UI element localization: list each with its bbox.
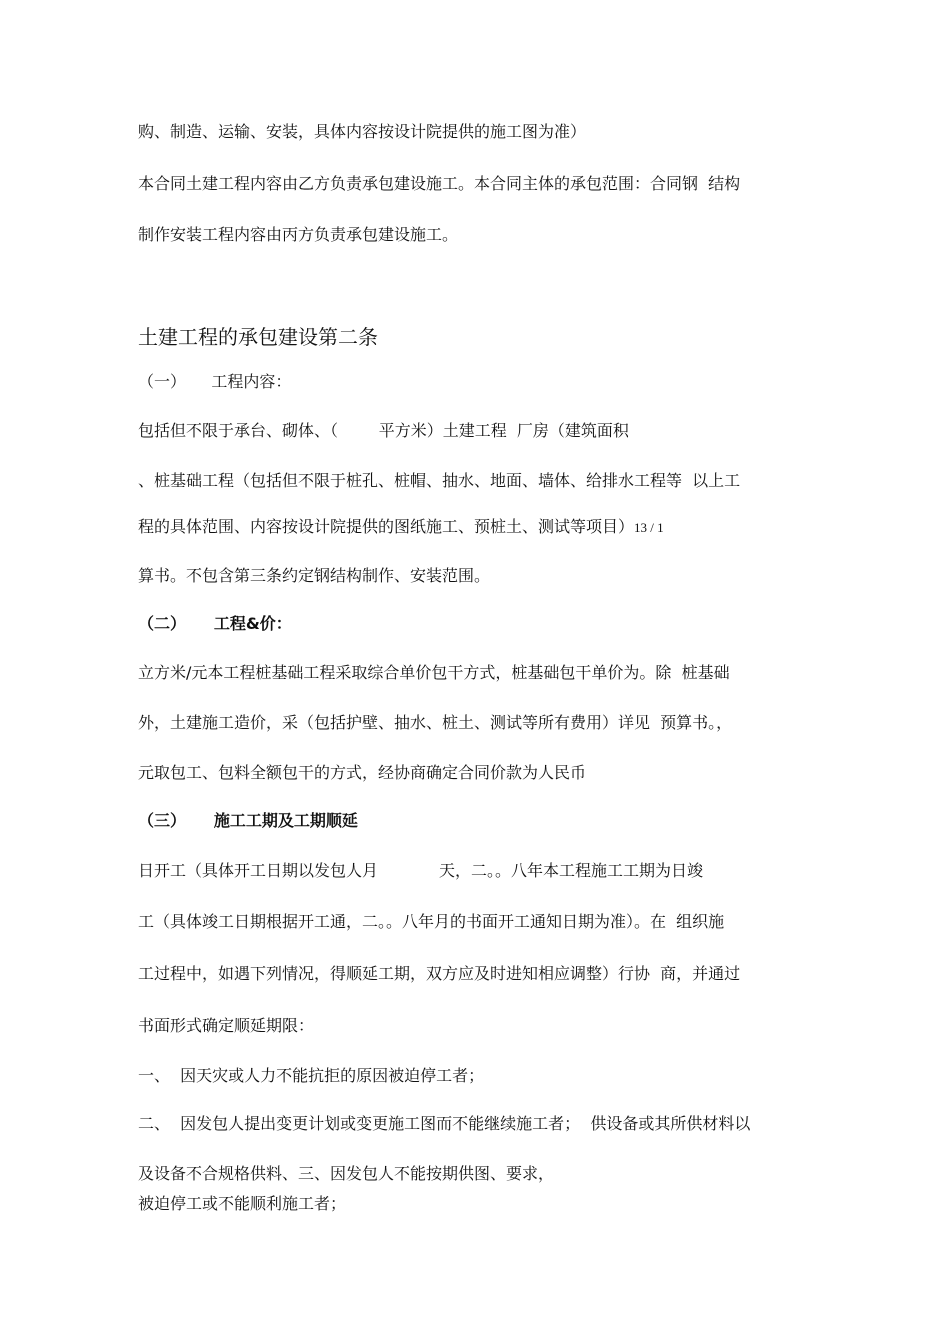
- text-line: 被迫停工或不能顺利施工者；: [138, 1194, 347, 1213]
- text-line: 购、制造、运输、安装，具体内容按设计院提供的施工图为准）: [138, 122, 587, 141]
- text-line-content: 程的具体范围、内容按设计院提供的图纸施工、预桩土、测试等项目）: [138, 517, 635, 536]
- page-number: 13 / 1: [634, 520, 664, 535]
- text-line: [138, 517, 664, 538]
- subsection-heading: （三） 施工工期及工期顺延: [138, 811, 358, 830]
- subsection-heading: （二） 工程&价：: [138, 614, 292, 633]
- text-line: 工过程中，如遇下列情况，得顺延工期，双方应及时进知相应调整）行协 商，并通过: [138, 964, 741, 983]
- text-line: 立方米/元本工程桩基础工程采取综合单价包干方式，桩基础包干单价为。除 桩基础: [138, 663, 730, 682]
- text-line: 工（具体竣工日期根据开工通，二。。八年月的书面开工通知日期为准）。在 组织施: [138, 912, 725, 931]
- text-line: 日开工（具体开工日期以发包人月 天，二。。八年本工程施工工期为日竣: [138, 861, 704, 880]
- text-line: 、桩基础工程（包括但不限于桩孔、桩帽、抽水、地面、墙体、给排水工程等 以上工: [138, 471, 741, 490]
- text-line: 本合同土建工程内容由乙方负责承包建设施工。本合同主体的承包范围：合同钢 结构: [138, 174, 741, 193]
- text-line: 书面形式确定顺延期限：: [138, 1016, 315, 1035]
- text-line: 制作安装工程内容由丙方负责承包建设施工。: [138, 225, 459, 244]
- subsection-heading: （一） 工程内容：: [138, 372, 292, 391]
- text-line: 元取包工、包料全额包干的方式，经协商确定合同价款为人民币: [138, 763, 587, 782]
- list-item: 二、 因发包人提出变更计划或变更施工图而不能继续施工者； 供设备或其所供材料以: [138, 1114, 751, 1133]
- text-line: 及设备不合规格供料、三、因发包人不能按期供图、要求，: [138, 1164, 555, 1183]
- text-line: 外，土建施工造价，采（包括护壁、抽水、桩土、测试等所有费用）详见 预算书。，: [138, 713, 733, 732]
- list-item: 一、 因天灾或人力不能抗拒的原因被迫停工者；: [138, 1066, 485, 1085]
- text-line: 包括但不限于承台、砌体、（ 平方米）土建工程 厂房（建筑面积: [138, 421, 629, 440]
- section-heading: 土建工程的承包建设第二条: [138, 325, 378, 349]
- text-line: 算书。不包含第三条约定钢结构制作、安装范围。: [138, 566, 491, 585]
